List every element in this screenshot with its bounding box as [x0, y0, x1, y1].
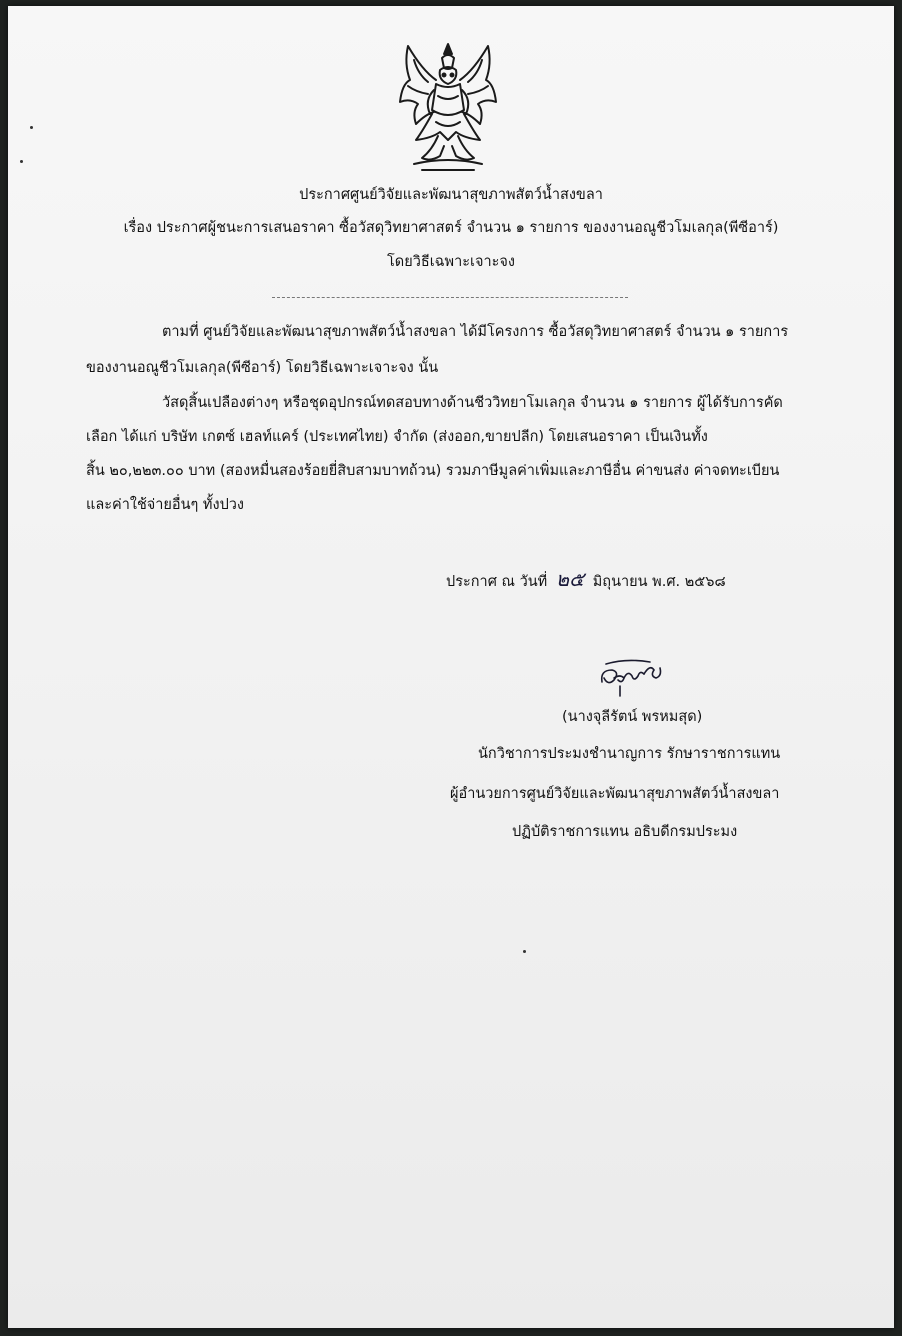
announcement-date [446, 563, 726, 595]
paper-speck [523, 950, 526, 953]
handwritten-signature [596, 656, 668, 698]
signatory-position-1: นักวิชาการประมงชำนาญการ รักษาราชการแทน [478, 746, 781, 762]
para1-line-2: ของงานอณูชีวโมเลกุล(พีซีอาร์) โดยวิธีเฉพาะเจาะจง นั้น [86, 360, 439, 376]
signatory-position-3: ปฏิบัติราชการแทน อธิบดีกรมประมง [512, 824, 738, 840]
para1-line-1: ตามที่ ศูนย์วิจัยและพัฒนาสุขภาพสัตว์น้ำสงขลา ได้มีโครงการ ซื้อวัสดุวิทยาศาสตร์ จำนวน ๑ รายการ [162, 324, 789, 340]
para2-line-3: สิ้น ๒๐,๒๒๓.๐๐ บาท (สองหมื่นสองร้อยยี่สิบสามบาทถ้วน) รวมภาษีมูลค่าเพิ่มและภาษีอื่น ค่าขนส่ง ค่าจดทะเบียน [86, 463, 780, 479]
divider [272, 297, 628, 298]
date-month-year: มิถุนายน พ.ศ. ๒๕๖๘ [592, 574, 726, 590]
para2-line-2: เลือก ได้แก่ บริษัท เกตซ์ เฮลท์แคร์ (ประเทศไทย) จำกัด (ส่งออก,ขายปลีก) โดยเสนอราคา เป็นเงินทั้ง [86, 429, 708, 445]
paper-speck [30, 126, 33, 129]
para2-line-4: และค่าใช้จ่ายอื่นๆ ทั้งปวง [86, 497, 244, 513]
signatory-position-2: ผู้อำนวยการศูนย์วิจัยและพัฒนาสุขภาพสัตว์น้ำสงขลา [450, 786, 780, 802]
procurement-method: โดยวิธีเฉพาะเจาะจง [387, 254, 515, 270]
announcement-title: ประกาศศูนย์วิจัยและพัฒนาสุขภาพสัตว์น้ำสงขลา [299, 187, 603, 203]
date-prefix: ประกาศ ณ วันที่ [446, 574, 548, 590]
paper-speck [20, 160, 23, 163]
para2-line-1: วัสดุสิ้นเปลืองต่างๆ หรือชุดอุปกรณ์ทดสอบทางด้านชีววิทยาโมเลกุล จำนวน ๑ รายการ ผู้ได้รับการคัด [162, 395, 783, 411]
garuda-emblem-icon [392, 40, 504, 174]
date-day: ๒๕ [555, 567, 585, 591]
signatory-name: (นางจุลีรัตน์ พรหมสุด) [562, 709, 703, 725]
announcement-subject: เรื่อง ประกาศผู้ชนะการเสนอราคา ซื้อวัสดุวิทยาศาสตร์ จำนวน ๑ รายการ ของงานอณูชีวโมเลกุล(พีซีอาร์) [123, 220, 779, 236]
